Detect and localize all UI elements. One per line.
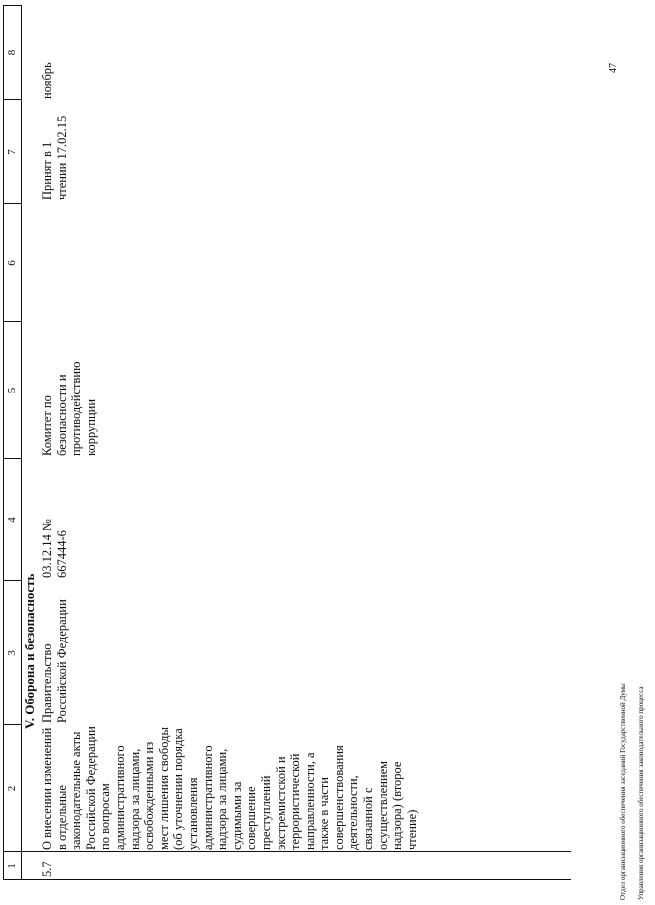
header-col-4: 4 bbox=[6, 517, 18, 523]
responsible-committee: Комитет по безопасности и противодействию коррупции bbox=[40, 361, 98, 456]
footer-line-1: Отдел организационного обеспечения заседаний Государственной Думы bbox=[619, 683, 627, 900]
footer-note bbox=[610, 380, 655, 900]
table-header-bottom-border bbox=[21, 5, 22, 880]
planned-month: ноябрь bbox=[40, 62, 54, 99]
header-col-6: 6 bbox=[6, 260, 18, 266]
bill-date-number: 03.12.14 № 667444-6 bbox=[40, 519, 69, 578]
section-title: V. Оборона и безопасность bbox=[22, 573, 37, 729]
header-col-2: 2 bbox=[6, 785, 18, 792]
page-number: 47 bbox=[608, 63, 619, 73]
header-col-5: 5 bbox=[6, 387, 18, 394]
header-col-1: 1 bbox=[6, 863, 18, 869]
bill-initiator: Правительство Российской Федерации bbox=[40, 599, 69, 723]
header-col-8: 8 bbox=[6, 49, 18, 56]
table-left-border bbox=[3, 879, 571, 880]
row-number: 5.7 bbox=[40, 861, 54, 877]
header-col-3: 3 bbox=[6, 650, 18, 656]
column-divider bbox=[3, 851, 571, 852]
header-col-7: 7 bbox=[6, 149, 18, 155]
footer-line-2: Управления организационного обеспечения законодательного процесса bbox=[637, 686, 645, 900]
bill-status: Принят в 1 чтении 17.02.15 bbox=[40, 115, 69, 200]
bill-title: О внесении изменений в отдельные законодательные акты Российской Федерации по вопросам административного надзора за лицами, освобожденными из мест лишения свободы (об уточнении порядка установления административного надзора за лицами, судимыми за совершение преступлений экстремистской и террористической направленности, а также в части совершенствования деятельности, связанной с осуществлением надзора) (второе чтение) bbox=[40, 726, 419, 850]
